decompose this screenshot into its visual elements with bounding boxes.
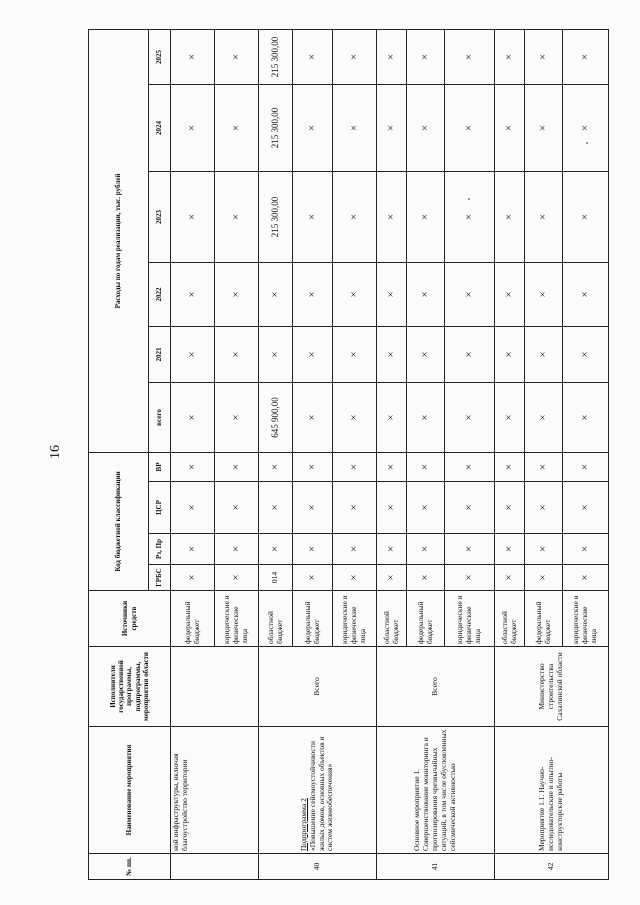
y2022-cell: ×	[407, 262, 445, 326]
row-num-cell: 41	[377, 854, 495, 880]
y2023-cell: ×	[525, 171, 563, 262]
row-executor-cell: Всего	[259, 647, 377, 727]
y2022-cell: ×	[495, 262, 525, 326]
grbs-cell: ×	[495, 565, 525, 591]
y2022-cell: ×	[293, 262, 333, 326]
grbs-cell: ×	[377, 565, 407, 591]
grbs-cell: ×	[563, 565, 609, 591]
y2024-cell: 215 300,00	[259, 84, 293, 171]
row-name-cell: Мероприятие 1.1. Научно-исследовательские и опытно-конструкторские работы	[495, 727, 609, 854]
csr-cell: ×	[525, 482, 563, 534]
header-2023: 2023	[149, 171, 171, 262]
header-total: всего	[149, 382, 171, 452]
header-2024: 2024	[149, 84, 171, 171]
table-row	[377, 29, 407, 879]
y2024-cell: ×	[293, 84, 333, 171]
scan-speck	[586, 142, 588, 144]
csr-cell: ×	[377, 482, 407, 534]
total-cell: ×	[495, 382, 525, 452]
grbs-cell: ×	[445, 565, 495, 591]
row-name-cell	[259, 727, 377, 854]
rz-cell: ×	[525, 534, 563, 565]
grbs-cell: ×	[215, 565, 259, 591]
source-cell: федеральный бюджет	[525, 591, 563, 647]
source-cell: федеральный бюджет	[293, 591, 333, 647]
source-cell: юридические и физические лица	[563, 591, 609, 647]
vr-cell: ×	[563, 452, 609, 481]
y2021-cell: ×	[171, 326, 215, 382]
y2024-cell: ×	[495, 84, 525, 171]
y2022-cell: ×	[171, 262, 215, 326]
y2023-cell: ×	[333, 171, 377, 262]
total-cell: ×	[407, 382, 445, 452]
row-executor-cell: Министерство строительства Сахалинской области	[495, 647, 609, 727]
source-cell: федеральный бюджет	[407, 591, 445, 647]
expenses-table	[88, 29, 609, 880]
vr-cell: ×	[215, 452, 259, 481]
y2022-cell: ×	[215, 262, 259, 326]
y2024-cell: ×	[407, 84, 445, 171]
source-cell: областной бюджет	[495, 591, 525, 647]
y2022-cell: ×	[445, 262, 495, 326]
y2024-cell: ×	[215, 84, 259, 171]
row-num-cell: 42	[495, 854, 609, 880]
total-cell: 645 900,00	[259, 382, 293, 452]
vr-cell: ×	[171, 452, 215, 481]
vr-cell: ×	[495, 452, 525, 481]
total-cell: ×	[525, 382, 563, 452]
rz-cell: ×	[171, 534, 215, 565]
header-expenses: Расходы по годам реализации, тыс. рублей	[89, 29, 149, 452]
grbs-cell: ×	[333, 565, 377, 591]
y2024-cell: ×	[525, 84, 563, 171]
total-cell: ×	[333, 382, 377, 452]
y2021-cell: ×	[407, 326, 445, 382]
y2021-cell: ×	[259, 326, 293, 382]
rz-cell: ×	[333, 534, 377, 565]
grbs-cell: ×	[171, 565, 215, 591]
y2021-cell: ×	[333, 326, 377, 382]
total-cell: ×	[445, 382, 495, 452]
y2025-cell: ×	[445, 29, 495, 84]
y2021-cell: ×	[525, 326, 563, 382]
table-row	[171, 29, 215, 879]
y2025-cell: ×	[215, 29, 259, 84]
vr-cell: ×	[377, 452, 407, 481]
row-num-cell	[171, 854, 259, 880]
y2024-cell: ×	[171, 84, 215, 171]
total-cell: ×	[377, 382, 407, 452]
rz-cell: ×	[259, 534, 293, 565]
y2025-cell: ×	[333, 29, 377, 84]
total-cell: ×	[563, 382, 609, 452]
rz-cell: ×	[377, 534, 407, 565]
y2023-cell: ×	[495, 171, 525, 262]
source-cell: юридические и физические лица	[333, 591, 377, 647]
subprogram-name: «Повышение сейсмоустойчивости жилых домов, основных объектов и систем жизнеобеспечения»	[307, 736, 335, 851]
source-cell: областной бюджет	[377, 591, 407, 647]
csr-cell: ×	[407, 482, 445, 534]
y2021-cell: ×	[377, 326, 407, 382]
csr-cell: ×	[259, 482, 293, 534]
y2024-cell: ×	[377, 84, 407, 171]
y2022-cell: ×	[525, 262, 563, 326]
source-cell: федеральный бюджет	[171, 591, 215, 647]
csr-cell: ×	[445, 482, 495, 534]
source-cell: областной бюджет	[259, 591, 293, 647]
rz-cell: ×	[293, 534, 333, 565]
rz-cell: ×	[215, 534, 259, 565]
grbs-cell: ×	[525, 565, 563, 591]
y2025-cell: ×	[293, 29, 333, 84]
y2023-cell: ×	[377, 171, 407, 262]
vr-cell: ×	[445, 452, 495, 481]
total-cell: ×	[293, 382, 333, 452]
y2023-cell: ×	[407, 171, 445, 262]
header-executor: Исполнители государственной программы, подпрограммы, мероприятия области	[89, 647, 171, 727]
y2021-cell: ×	[293, 326, 333, 382]
y2024-cell: ×	[333, 84, 377, 171]
y2022-cell: ×	[377, 262, 407, 326]
header-csr: ЦСР	[149, 482, 171, 534]
y2022-cell: ×	[563, 262, 609, 326]
row-executor-cell	[171, 647, 259, 727]
table-row	[259, 29, 293, 879]
y2023-cell: ×	[445, 171, 495, 262]
header-2025: 2025	[149, 29, 171, 84]
page-number: 16	[48, 445, 63, 459]
header-name: Наименование мероприятия	[89, 727, 171, 854]
y2022-cell: ×	[333, 262, 377, 326]
vr-cell: ×	[333, 452, 377, 481]
header-vr: ВР	[149, 452, 171, 481]
y2023-cell: ×	[293, 171, 333, 262]
scan-speck	[468, 198, 470, 200]
vr-cell: ×	[293, 452, 333, 481]
row-name-cell: ной инфраструктуры, включая благоустройство территории	[171, 727, 259, 854]
y2025-cell: ×	[407, 29, 445, 84]
grbs-cell: 014	[259, 565, 293, 591]
rotated-table-area	[88, 30, 608, 880]
vr-cell: ×	[525, 452, 563, 481]
source-cell: юридические и физические лица	[445, 591, 495, 647]
rz-cell: ×	[445, 534, 495, 565]
header-2021: 2021	[149, 326, 171, 382]
header-rz-pr: Рз, Пр	[149, 534, 171, 565]
grbs-cell: ×	[407, 565, 445, 591]
y2024-cell: ×	[563, 84, 609, 171]
subprogram-title: Подпрограмма 2	[298, 798, 308, 851]
y2025-cell: ×	[495, 29, 525, 84]
grbs-cell: ×	[293, 565, 333, 591]
csr-cell: ×	[495, 482, 525, 534]
csr-cell: ×	[333, 482, 377, 534]
source-cell: юридические и физические лица	[215, 591, 259, 647]
header-2022: 2022	[149, 262, 171, 326]
y2025-cell: ×	[563, 29, 609, 84]
y2021-cell: ×	[563, 326, 609, 382]
row-name-cell: Основное мероприятие 1. Совершенствование мониторинга и прогнозирования чрезвычайных ситуаций, в том числе обусловленных сейсмической активностью	[377, 727, 495, 854]
total-cell: ×	[171, 382, 215, 452]
header-kbk: Код бюджетной классификации	[89, 452, 149, 590]
y2025-cell: ×	[171, 29, 215, 84]
y2021-cell: ×	[495, 326, 525, 382]
y2022-cell: ×	[259, 262, 293, 326]
rz-cell: ×	[407, 534, 445, 565]
y2023-cell: ×	[563, 171, 609, 262]
row-num-cell: 40	[259, 854, 377, 880]
csr-cell: ×	[215, 482, 259, 534]
y2025-cell: 215 300,00	[259, 29, 293, 84]
table-row	[495, 29, 525, 879]
total-cell: ×	[215, 382, 259, 452]
y2021-cell: ×	[215, 326, 259, 382]
rz-cell: ×	[563, 534, 609, 565]
vr-cell: ×	[407, 452, 445, 481]
y2023-cell: ×	[215, 171, 259, 262]
rz-cell: ×	[495, 534, 525, 565]
y2023-cell: ×	[171, 171, 215, 262]
vr-cell: ×	[259, 452, 293, 481]
y2025-cell: ×	[525, 29, 563, 84]
y2025-cell: ×	[377, 29, 407, 84]
csr-cell: ×	[293, 482, 333, 534]
csr-cell: ×	[171, 482, 215, 534]
y2024-cell: ×	[445, 84, 495, 171]
y2021-cell: ×	[445, 326, 495, 382]
csr-cell: ×	[563, 482, 609, 534]
row-executor-cell: Всего	[377, 647, 495, 727]
y2023-cell: 215 300,00	[259, 171, 293, 262]
header-num: № пп.	[89, 854, 171, 880]
header-source: Источники средств	[89, 591, 171, 647]
header-grbs: ГРБС	[149, 565, 171, 591]
